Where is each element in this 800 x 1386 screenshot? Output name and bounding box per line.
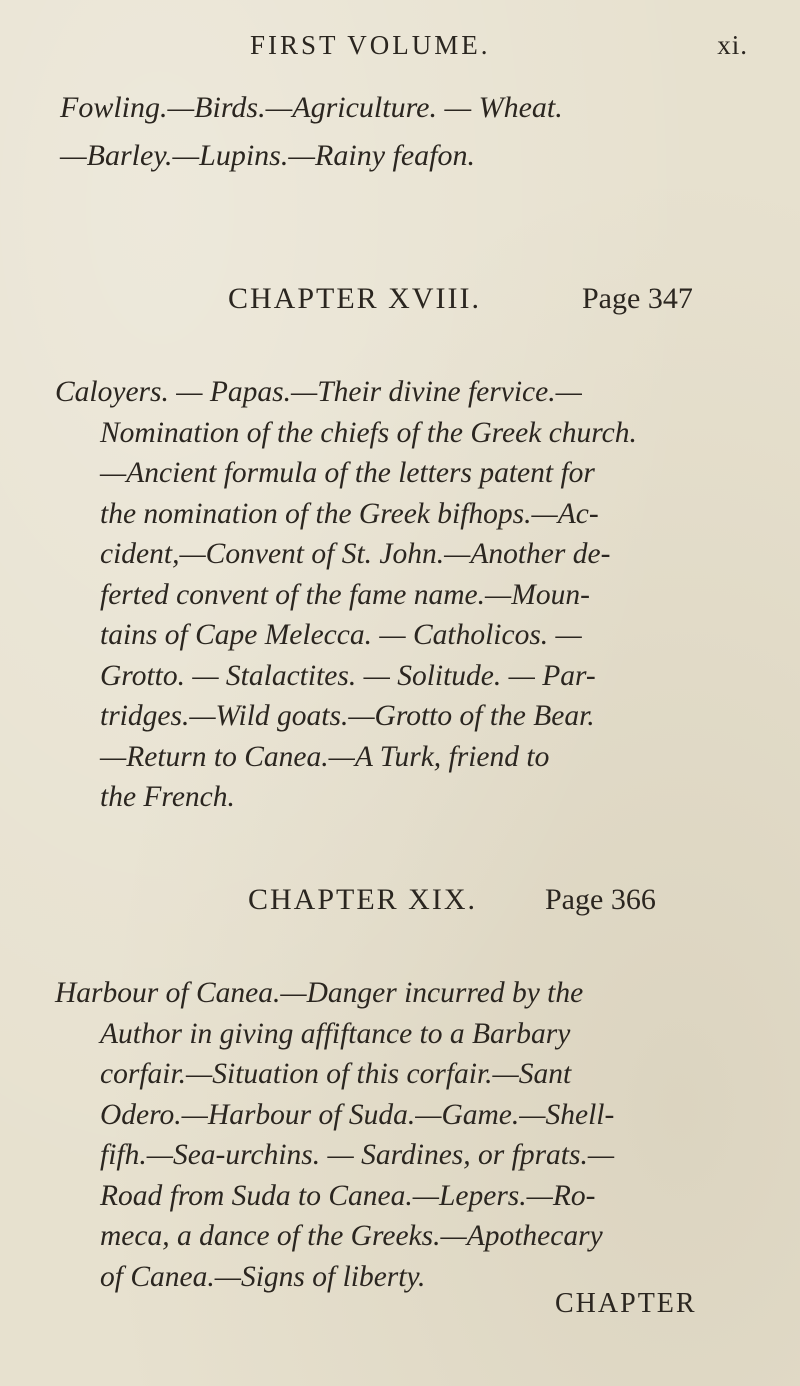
chapter-page-ref: Page 347	[582, 282, 693, 315]
summary-line: tains of Cape Melecca. — Catholicos. —	[100, 619, 582, 651]
summary-line: the nomination of the Greek bifhops.—Ac-	[100, 497, 599, 530]
summary-line: corfair.—Situation of this corfair.—Sant	[100, 1058, 572, 1090]
summary-line: —Ancient formula of the letters patent for	[100, 457, 595, 489]
summary-line: ferted convent of the fame name.—Moun-	[100, 578, 590, 611]
summary-line: Nomination of the chiefs of the Greek church.	[100, 416, 637, 449]
page-folio: xi.	[717, 30, 748, 60]
chapter-page-ref: Page 366	[545, 883, 656, 916]
summary-line: tridges.—Wild goats.—Grotto of the Bear.	[100, 700, 595, 732]
summary-line: —Return to Canea.—A Turk, friend to	[100, 740, 550, 773]
summary-line: Harbour of Canea.—Danger incurred by the	[55, 977, 584, 1009]
summary-line: Author in giving affiftance to a Barbary	[100, 1017, 571, 1050]
summary-line: Road from Suda to Canea.—Lepers.—Ro-	[100, 1179, 596, 1212]
catchword: CHAPTER	[555, 1288, 697, 1319]
chapter-summary	[55, 973, 765, 1297]
summary-line: the French.	[100, 781, 235, 813]
running-head-title: FIRST VOLUME.	[250, 30, 491, 60]
summary-line: meca, a dance of the Greeks.—Apothecary	[100, 1220, 603, 1252]
summary-line: cident,—Convent of St. John.—Another de-	[100, 538, 611, 570]
running-head	[250, 30, 760, 61]
chapter-summary	[55, 372, 765, 818]
summary-line: of Canea.—Signs of liberty.	[100, 1260, 426, 1293]
summary-line: Caloyers. — Papas.—Their divine fervice.—	[55, 376, 582, 408]
chapter-title: CHAPTER XVIII.	[228, 282, 481, 315]
summary-line: —Barley.—Lupins.—Rainy feafon.	[60, 139, 475, 172]
chapter-title: CHAPTER XIX.	[248, 883, 478, 916]
summary-line: Odero.—Harbour of Suda.—Game.—Shell-	[100, 1098, 615, 1131]
summary-line: Fowling.—Birds.—Agriculture. — Wheat.	[60, 91, 563, 124]
previous-chapter-summary-tail	[60, 84, 760, 180]
summary-line: Grotto. — Stalactites. — Solitude. — Par-	[100, 659, 596, 692]
summary-line: fifh.—Sea-urchins. — Sardines, or fprats.—	[100, 1139, 615, 1171]
